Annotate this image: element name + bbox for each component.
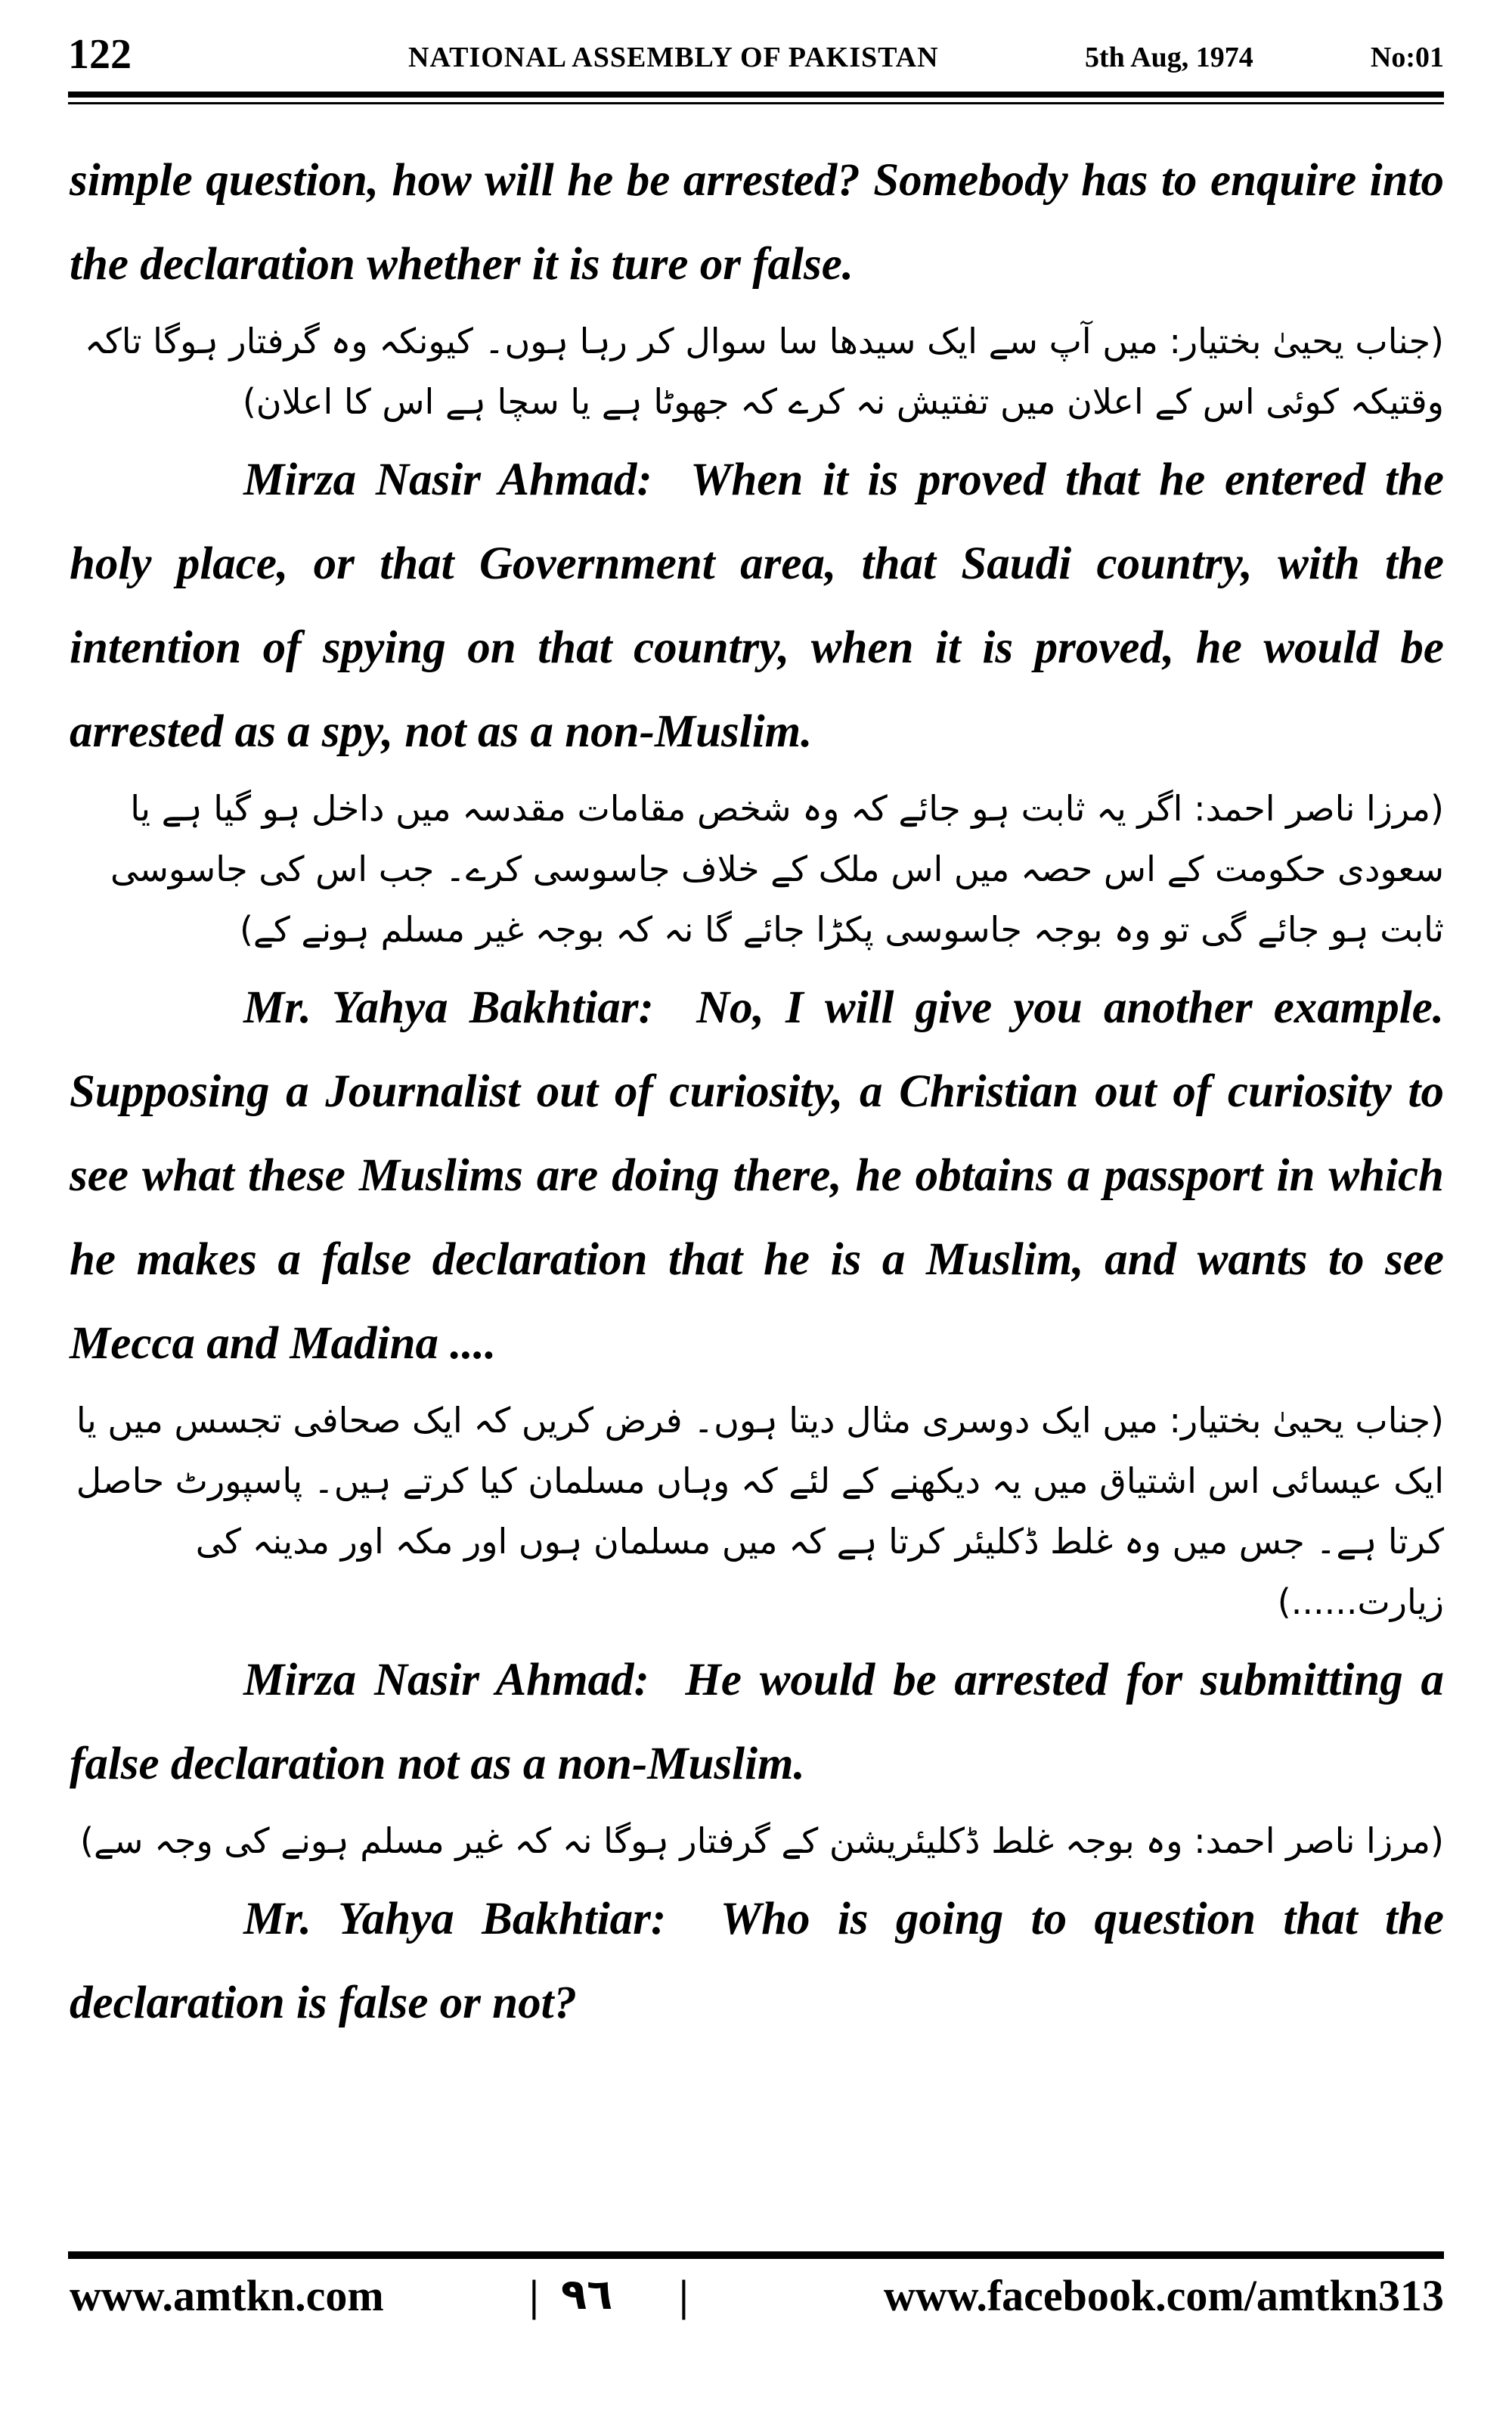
- urdu-paragraph-2: (مرزا ناصر احمد: اگر یہ ثابت ہو جائے کہ وہ شخص مقامات مقدسہ میں داخل ہو گیا ہے یا سعودی حکومت کے اس حصہ میں اس ملک کے خلاف جاسوسی کرے۔ جب اس کی جاسوسی ثابت ہو جائے گی تو وہ بوجہ جاسوسی پکڑا جائے گا نہ کہ بوجہ غیر مسلم ہونے کے): [110, 788, 1444, 950]
- urdu-paragraph-4: (مرزا ناصر احمد: وہ بوجہ غلط ڈکلیئریشن کے گرفتار ہوگا نہ کہ غیر مسلم ہونے کی وجہ سے): [80, 1820, 1444, 1861]
- english-paragraph-4: [70, 1638, 1444, 1806]
- speaker-name: Mr. Yahya Bakhtiar:: [243, 982, 654, 1033]
- page-footer: [70, 2270, 1444, 2331]
- page-header: [68, 30, 1444, 91]
- header-number: No:01: [1370, 42, 1444, 73]
- footer-separator: |: [679, 2271, 689, 2320]
- speech-text: No, I will give you another example. Supposing a Journalist out of curiosity, a Christian out of curiosity to see what these Muslims are doing there, he obtains a passport in which he makes a false declaration that he is a Muslim, and wants to see Mecca and Madina ....: [70, 982, 1445, 1369]
- speaker-name: Mirza Nasir Ahmad:: [243, 1655, 649, 1705]
- english-paragraph-5: [70, 1877, 1444, 2045]
- urdu-paragraph-1: (جناب یحییٰ بختیار: میں آپ سے ایک سیدھا سا سوال کر رہا ہوں۔ کیونکہ وہ گرفتار ہوگا تاکہ وقتیکہ کوئی اس کے اعلان میں تفتیش نہ کرے کہ جھوٹا ہے یا سچا ہے اس کا اعلان): [84, 321, 1444, 422]
- speaker-name: Mr. Yahya Bakhtiar:: [243, 1894, 667, 1944]
- footer-facebook-link[interactable]: www.facebook.com/amtkn313: [883, 2271, 1444, 2320]
- footer-separator: |: [529, 2271, 539, 2320]
- english-paragraph-2: [70, 438, 1444, 774]
- speaker-name: Mirza Nasir Ahmad:: [243, 455, 652, 505]
- speech-text: Who is going to question that the declaration is false or not?: [70, 1894, 1444, 2028]
- english-paragraph-1: simple question, how will he be arrested? Somebody has to enquire into the declaration whether it is ture or false.: [70, 155, 1444, 290]
- urdu-paragraph-3: (جناب یحییٰ بختیار: میں ایک دوسری مثال دیتا ہوں۔ فرض کریں کہ ایک صحافی تجسس میں یا ایک عیسائی اس اشتیاق میں یہ دیکھنے کے لئے کہ وہاں مسلمان کیا کرتے ہیں۔ پاسپورٹ حاصل کرتا ہے۔ جس میں وہ غلط ڈکلیئر کرتا ہے کہ میں مسلمان ہوں اور مکہ اور مدینہ کی زیارت......): [76, 1400, 1444, 1622]
- speech-text: When it is proved that he entered the holy place, or that Government area, that Saudi country, with the intention of spying on that country, when it is proved, he would be arrested as a spy, not as a non-Muslim.: [70, 455, 1444, 757]
- speech-text: He would be arrested for submitting a false declaration not as a non-Muslim.: [70, 1655, 1444, 1789]
- page-body: [70, 138, 1444, 2045]
- header-rule-thin: [68, 102, 1444, 104]
- footer-page-number: ٩٦: [561, 2270, 613, 2319]
- footer-website-link[interactable]: www.amtkn.com: [70, 2271, 384, 2320]
- english-paragraph-3: [70, 966, 1444, 1385]
- header-title: NATIONAL ASSEMBLY OF PAKISTAN: [408, 42, 939, 73]
- header-date: 5th Aug, 1974: [1085, 42, 1253, 73]
- footer-rule: [68, 2251, 1444, 2259]
- page-number: 122: [68, 31, 132, 78]
- header-rule-thick: [68, 92, 1444, 98]
